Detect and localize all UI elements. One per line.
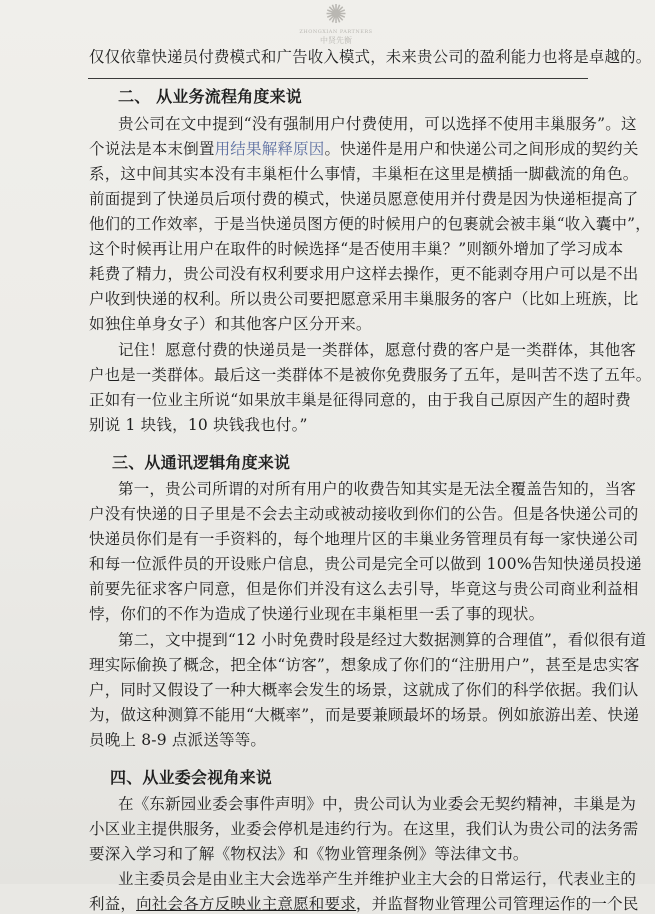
paragraph-line — [89, 289, 639, 309]
paragraph-line — [89, 314, 372, 334]
paragraph-line — [118, 340, 636, 360]
logo-english-text: ZHONGXIAN PARTNERS — [299, 29, 373, 35]
text-segment: 在《东新园业委会事件声明》中，贵公司认为业委会无契约精神，丰巢是为 — [118, 795, 637, 813]
logo-chinese-text: 中贤先衡 — [320, 36, 352, 45]
paragraph-line — [89, 415, 308, 435]
text-segment: 要深入学习和了解《物权法》和《物业管理条例》等法律文书。 — [89, 845, 529, 863]
paragraph-line — [89, 139, 639, 159]
paragraph-line — [89, 189, 639, 209]
text-segment: 悖，你们的不作为造成了快递行业现在丰巢柜里一丢了事的现状。 — [89, 605, 545, 623]
text-segment: 三、从通讯逻辑角度来说 — [112, 453, 291, 472]
text-segment: 正如有一位业主所说“如果放丰巢是征得同意的，由于我自己原因产生的超时费 — [89, 391, 631, 409]
paragraph-line — [89, 579, 639, 599]
text-segment: 耗费了精力，贵公司没有权利要求用户这样去操作，更不能剥夺用户可以是不出 — [89, 265, 639, 283]
logo-emblem-icon: ✺ — [325, 0, 347, 30]
paragraph-line — [89, 819, 639, 839]
text-segment: 记住！愿意付费的快递员是一类群体，愿意付费的客户是一类群体，其他客 — [118, 341, 637, 359]
firm-logo — [296, 2, 376, 52]
text-segment: 业主委员会是由业主大会选举产生并维护业主大会的日常运行，代表业主的 — [118, 870, 637, 888]
text-segment: 别说 1 块钱，10 块钱我也付。” — [89, 416, 308, 434]
text-segment: 快递员你们是有一手资料的，每个地理片区的丰巢业务管理员有每一家快递公司 — [89, 530, 639, 548]
text-segment: 和每一位派件员的开设账户信息，贵公司是完全可以做到 100%告知快递员投递 — [89, 555, 642, 573]
paragraph-line — [89, 705, 639, 725]
paragraph-line — [89, 730, 266, 750]
text-segment: 二、 从业务流程角度来说 — [118, 87, 302, 106]
text-segment: 为，做这种测算不能用“大概率”，而是要兼顾最坏的场景。例如旅游出差、快递 — [89, 706, 640, 724]
paragraph-line — [89, 47, 651, 67]
text-segment: 户没有快递的日子里是不会去主动或被动接收到你们的公告。但是各快递公司的 — [89, 505, 639, 523]
paragraph-line — [89, 214, 651, 234]
paragraph-line — [89, 264, 639, 284]
text-segment: 贵公司在文中提到“没有强制用户付费使用，可以选择不使用丰巢服务”。这 — [118, 115, 637, 133]
paragraph-line — [89, 390, 631, 410]
section-heading — [118, 87, 302, 107]
paragraph-line — [89, 365, 651, 385]
section-heading — [110, 768, 272, 788]
paragraph-line — [89, 655, 640, 675]
paragraph-line — [89, 680, 639, 700]
paragraph-line — [89, 504, 639, 524]
paragraph-line — [89, 164, 639, 184]
text-segment: 前面提到了快递员后项付费的模式，快递员愿意使用并付费是因为快递柜提高了 — [89, 190, 639, 208]
text-segment: 员晚上 8-9 点派送等等。 — [89, 731, 267, 749]
text-segment: 理实际偷换了概念，把全体“访客”，想象成了你们的“注册用户”，甚至是忠实客 — [89, 656, 640, 674]
text-segment: 小区业主提供服务，业委会停机是违约行为。在这里，我们认为贵公司的法务需 — [89, 820, 639, 838]
paragraph-line — [118, 630, 646, 650]
text-segment: 四、从业委会视角来说 — [110, 768, 273, 787]
paragraph-line — [118, 869, 636, 889]
paragraph-line — [89, 529, 639, 549]
text-segment: 户也是一类群体。最后这一类群体不是被你免费服务了五年，是叫苦不迭了五年。 — [89, 366, 652, 384]
paragraph-line — [89, 604, 544, 624]
text-segment: 利益， — [89, 895, 137, 913]
text-segment: 第二，文中提到“12 小时免费时段是经过大数据测算的合理值”，看似很有道 — [118, 631, 647, 649]
highlighted-text: 用结果解释原因 — [214, 140, 325, 158]
text-segment: 系，这中间其实本没有丰巢柜什么事情，丰巢柜在这里是横插一脚截流的角色。 — [89, 165, 639, 183]
paragraph-line — [89, 554, 642, 574]
text-segment: 如独住单身女子）和其他客户区分开来。 — [89, 315, 372, 333]
text-segment: 前要先征求客户同意，但是你们并没有这么去引导，毕竟这与贵公司商业利益相 — [89, 580, 639, 598]
text-segment: 。快递件是用户和快递公司之间形成的契约关 — [324, 140, 639, 158]
text-segment: 户收到快递的权利。所以贵公司要把愿意采用丰巢服务的客户（比如上班族，比 — [89, 290, 639, 308]
page-divider — [88, 78, 588, 79]
text-segment: ，并监督物业管理公司管理运作的一个民 — [355, 895, 639, 913]
text-segment: 他们的工作效率，于是当快递员图方便的时候用户的包裹就会被丰巢“收入囊中”， — [89, 215, 651, 233]
text-segment: 第一，贵公司所谓的对所有用户的收费告知其实是无法全覆盖告知的，当客 — [118, 480, 637, 498]
text-segment: 户，同时又假设了一种大概率会发生的场景，这就成了你们的科学依据。我们认 — [89, 681, 639, 699]
paragraph-line — [118, 794, 636, 814]
underlined-text: 向社会各方反映业主意愿和要求 — [136, 895, 356, 913]
section-heading — [112, 453, 290, 473]
text-segment: 个说法是本末倒置 — [89, 140, 215, 158]
paragraph-line — [89, 894, 639, 914]
paragraph-line — [89, 239, 623, 259]
text-segment: 仅仅依靠快递员付费模式和广告收入模式，未来贵公司的盈利能力也将是卓越的。 — [89, 48, 652, 66]
paragraph-line — [118, 114, 637, 134]
text-segment: 这个时候再让用户在取件的时候选择“是否使用丰巢？”则额外增加了学习成本 — [89, 240, 624, 258]
paragraph-line — [89, 844, 529, 864]
paragraph-line — [118, 479, 636, 499]
